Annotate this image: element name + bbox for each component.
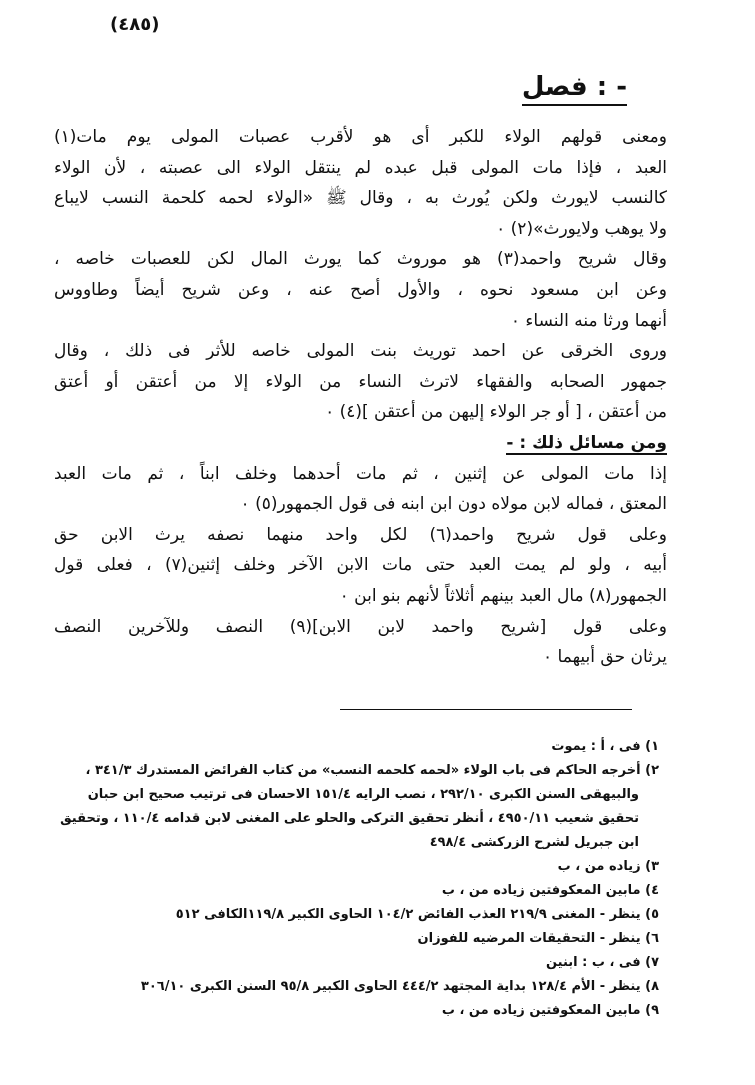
body-line: وروى الخرقى عن احمد توريث بنت المولى خاصه للأثر فى ذلك ، وقال bbox=[54, 341, 667, 362]
footnote: ١) فى ، أ : يموت bbox=[551, 739, 659, 754]
footnote: ٢) أخرجه الحاكم فى باب الولاء «لحمه كلحمه النسب» من كتاب الفرائض المستدرك ٣٤١/٣ ، bbox=[85, 763, 659, 778]
body-line: وعلى قول [شريح واحمد لابن الابن](٩) النصف وللآخرين النصف bbox=[54, 616, 667, 637]
body-line: وعلى قول شريح واحمد(٦) لكل واحد منهما نصفه يرث الابن حق bbox=[54, 524, 667, 545]
body-line: أنهما ورثا منه النساء ٠ bbox=[510, 310, 667, 331]
body-text bbox=[54, 122, 667, 673]
body-line: يرثان حق أبيهما ٠ bbox=[543, 647, 667, 668]
section-heading: فصل : - bbox=[522, 70, 627, 106]
body-line: ومعنى قولهم الولاء للكبر أى هو لأقرب عصبات المولى يوم مات(١) bbox=[54, 127, 667, 147]
body-line: العبد ، فإذا مات المولى قبل عبده لم ينتقل الولاء الى عصبته ، لأن الولاء bbox=[54, 157, 667, 178]
body-line: المعتق ، فماله لابن مولاه دون ابن ابنه فى قول الجمهور(٥) ٠ bbox=[240, 494, 667, 515]
subheading-line bbox=[54, 428, 667, 459]
footnote: ٩) مابين المعكوفتين زياده من ، ب bbox=[441, 1003, 659, 1018]
footnote: ٥) ينظر - المغنى ٢١٩/٩ العذب الفائض ١٠٤/٢ الحاوى الكبير ١١٩/٨الكافى ٥١٢ bbox=[175, 907, 659, 922]
page-number: (٤٨٥) bbox=[110, 14, 160, 35]
body-line: ولا يوهب ولايورث»(٢) ٠ bbox=[496, 218, 667, 239]
body-line: من أعتقن ، [ أو جر الولاء إليهن من أعتقن ](٤) ٠ bbox=[325, 402, 667, 423]
subheading-text: ومن مسائل ذلك : - bbox=[506, 432, 667, 453]
body-line: وقال شريح واحمد(٣) هو موروث كما يورث المال لكن للعصبات خاصه ، bbox=[54, 249, 667, 270]
footnote-continuation: تحقيق شعيب ٤٩٥٠/١١ ، أنظر تحقيق التركى والحلو على المغنى لابن قدامه ١١٠/٤ ، وتحقيق bbox=[60, 811, 639, 826]
footnote: ٤) مابين المعكوفتين زياده من ، ب bbox=[441, 883, 659, 898]
footnote: ٣) زياده من ، ب bbox=[557, 859, 659, 874]
footnote: ٧) فى ، ب : ابنين bbox=[545, 955, 659, 970]
footnote-continuation: ابن جبريل لشرح الزركشى ٤٩٨/٤ bbox=[429, 835, 639, 850]
footnote-divider bbox=[340, 709, 632, 710]
footnotes bbox=[30, 735, 659, 1023]
footnote-continuation: والبيهقى السنن الكبرى ٢٩٢/١٠ ، نصب الرايه ١٥١/٤ الاحسان فى ترتيب صحيح ابن حبان bbox=[87, 787, 639, 802]
body-line: أبيه ، ولو لم يمت العبد حتى مات الابن الآخر وخلف إثنين(٧) ، فعلى قول bbox=[54, 555, 667, 576]
body-line: جمهور الصحابه والفقهاء لاترث النساء من الولاء إلا من أعتقن أو أعتق bbox=[54, 371, 667, 392]
body-line: الجمهور(٨) مال العبد بينهم أثلاثاً لأنهم بنو ابن ٠ bbox=[339, 585, 667, 606]
footnote: ٨) ينظر - الأم ١٢٨/٤ بداية المجتهد ٤٤٤/٢ الحاوى الكبير ٩٥/٨ السنن الكبرى ٣٠٦/١٠ bbox=[140, 979, 659, 994]
body-line: وعن ابن مسعود نحوه ، والأول أصح عنه ، وعن شريح أيضاً وطاووس bbox=[54, 279, 667, 300]
body-line: كالنسب لايورث ولكن يُورث به ، وقال ﷺ «الولاء لحمه كلحمة النسب لايباع bbox=[54, 188, 667, 209]
body-line: إذا مات المولى عن إثنين ، ثم مات أحدهما وخلف ابناً ، ثم مات العبد bbox=[54, 463, 667, 484]
footnote: ٦) ينظر - التحقيقات المرضيه للفوزان bbox=[417, 931, 659, 946]
